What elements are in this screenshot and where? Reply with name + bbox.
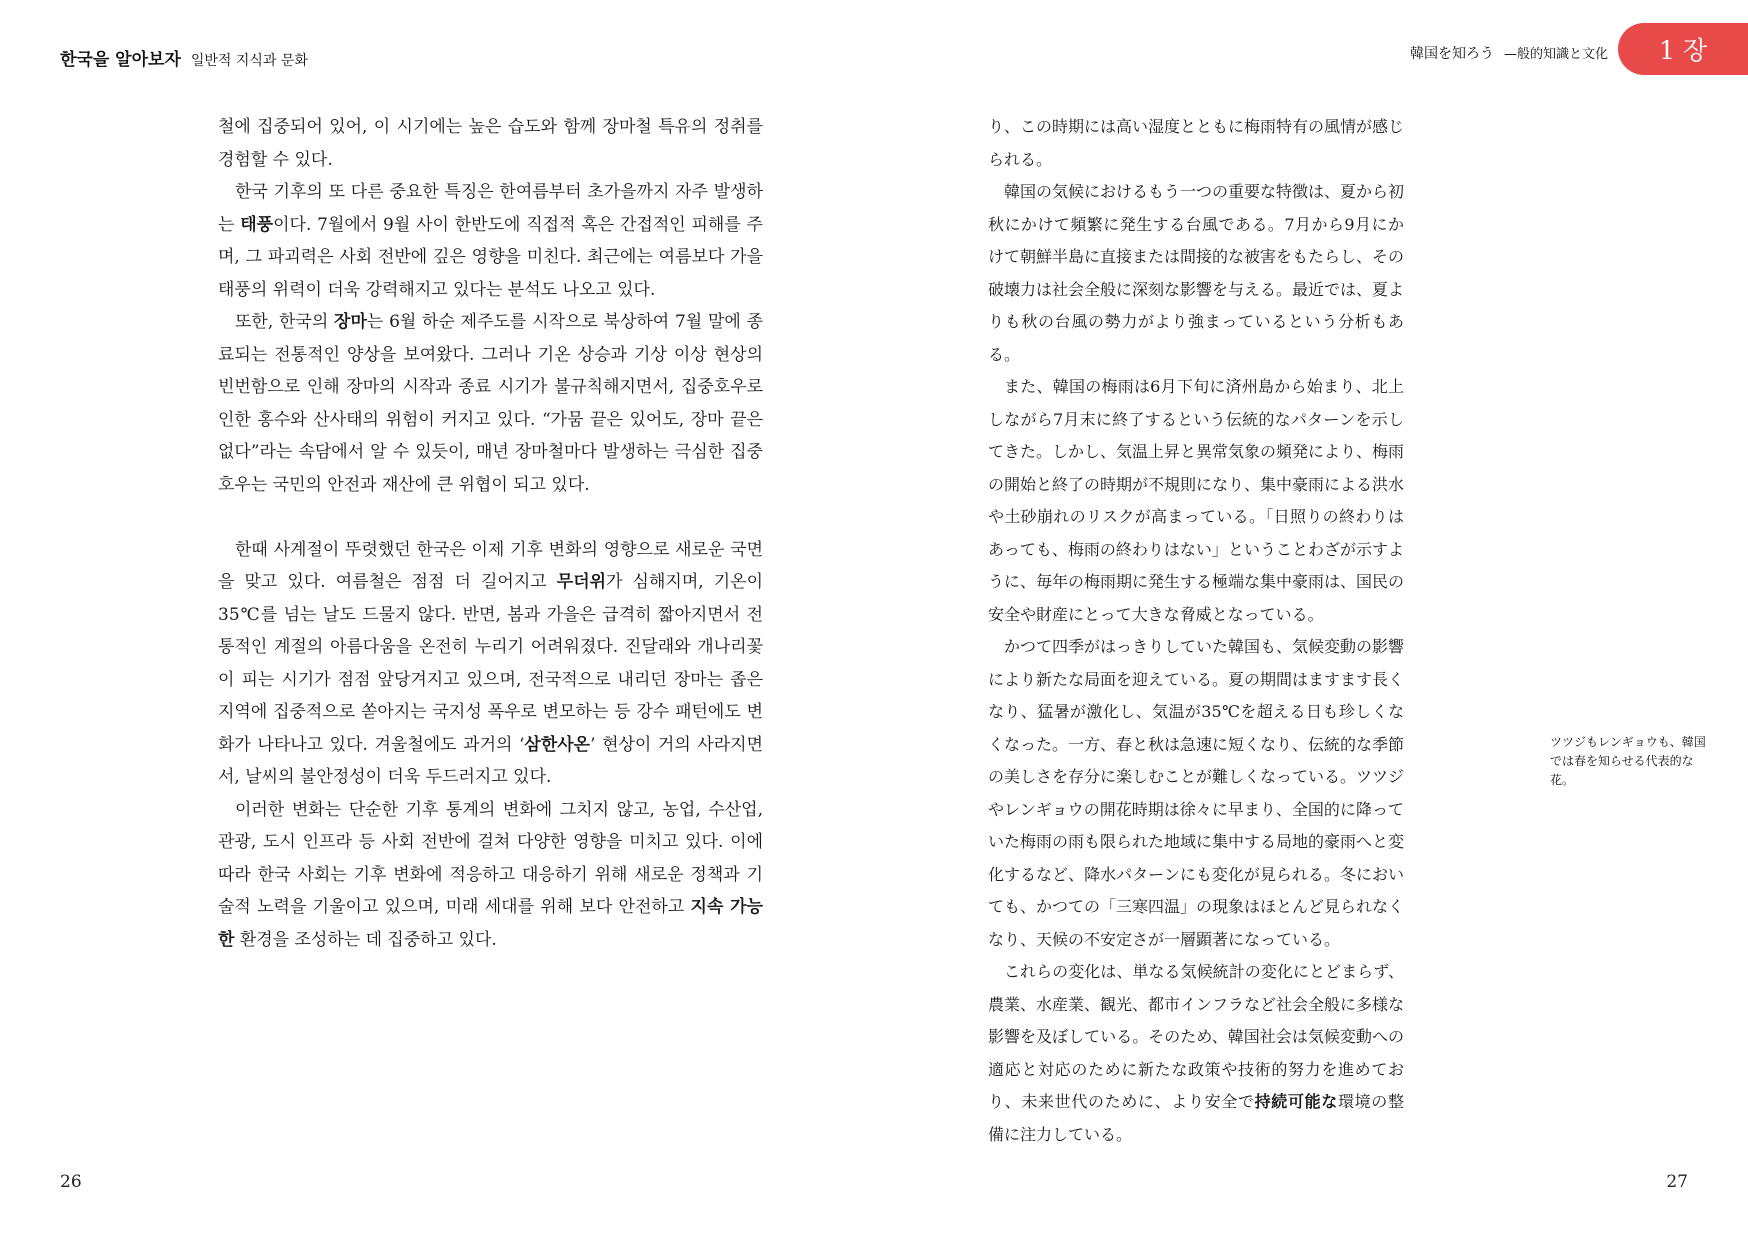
running-title: 한국을 알아보자 [60,50,181,70]
running-title-left [60,45,308,70]
chapter-tab: 1 장 [1618,23,1748,75]
page-number: 26 [60,1172,82,1192]
running-title-right [1410,43,1608,63]
running-subtitle: 일반적 지식과 문화 [190,53,308,69]
paragraph: また、韓国の梅雨は6月下旬に済州島から始まり、北上しながら7月末に終了するという伝統的なパターンを示してきた。しかし、気温上昇と異常気象の頻発により、梅雨の開始と終了の時期が不規則になり、集中豪雨による洪水や土砂崩れのリスクが高まっている。「日照りの終わりはあっても、梅雨の終わりはない」ということわざが示すように、毎年の梅雨期に発生する極端な集中豪雨は、国民の安全や財産にとって大きな脅威となっている。 [988,377,1405,624]
running-title: 韓国を知ろう [1409,46,1494,62]
paragraph: 한국 기후의 또 다른 중요한 특징은 한여름부터 초가을까지 자주 발생하는 태풍이다. 7월에서 9월 사이 한반도에 직접적 혹은 간접적인 피해를 주며, 그 파괴력은 사회 전반에 깊은 영향을 미친다. 최근에는 여름보다 가을 태풍의 위력이 더욱 강력해지고 있다는 분석도 나오고 있다. [218,182,763,300]
running-subtitle: —般的知識と文化 [1503,47,1608,62]
right-body-text [988,111,1404,1151]
paragraph: 이러한 변화는 단순한 기후 통계의 변화에 그치지 않고, 농업, 수산업, 관광, 도시 인프라 등 사회 전반에 걸쳐 다양한 영향을 미치고 있다. 이에 따라 한국 사회는 기후 변화에 적응하고 대응하기 위해 새로운 정책과 기술적 노력을 기울이고 있으며, 미래 세대를 위해 보다 안전하고 지속 가능한 환경을 조성하는 데 집중하고 있다. [218,799,764,950]
paragraph: 철에 집중되어 있어, 이 시기에는 높은 습도와 함께 장마철 특유의 정취를 경험할 수 있다. [218,117,763,170]
left-body-text [218,111,763,956]
right-page [874,0,1748,1240]
keyword: 삼한사온 [524,734,591,755]
keyword: 태풍 [240,214,274,235]
keyword: 무더위 [556,572,607,592]
paragraph: 한때 사계절이 뚜렷했던 한국은 이제 기후 변화의 영향으로 새로운 국면을 맞고 있다. 여름철은 점점 더 길어지고 무더위가 심해지며, 기온이 35℃를 넘는 날도 드물지 않다. 반면, 봄과 가을은 급격히 짧아지면서 전통적인 계절의 아름다움을 온전히 누리기 어려워졌다. 진달래와 개나리꽃이 피는 시기가 점점 앞당겨지고 있으며, 전국적으로 내리던 장마는 좁은 지역에 집중적으로 쏟아지는 국지성 폭우로 변모하는 등 강수 패턴에도 변화가 나타나고 있다. 겨울철에도 과거의 ‘삼한사온’ 현상이 거의 사라지면서, 날씨의 불안정성이 더욱 두드러지고 있다. [218,539,763,787]
paragraph: 韓国の気候におけるもう一つの重要な特徴は、夏から初秋にかけて頻繁に発生する台風である。7月から9月にかけて朝鮮半島に直接または間接的な被害をもたらし、その破壊力は社会全般に深刻な影響を与える。最近では、夏よりも秋の台風の勢力がより強まっているという分析もある。 [988,182,1405,364]
paragraph: り、この時期には高い湿度とともに梅雨特有の風情が感じられる。 [988,117,1405,169]
side-note: ツツジもレンギョウも、韓国では春を知らせる代表的な花。 [1550,735,1706,787]
paragraph: かつて四季がはっきりしていた韓国も、気候変動の影響により新たな局面を迎えている。夏の期間はますます長くなり、猛暑が激化し、気温が35℃を超える日も珍しくなくなった。一方、春と秋は急速に短くなり、伝統的な季節の美しさを存分に楽しむことが難しくなっている。ツツジやレンギョウの開花時期は徐々に早まり、全国的に降っていた梅雨の雨も限られた地域に集中する局地的豪雨へと変化するなど、降水パターンにも変化が見られる。冬においても、かつての「三寒四温」の現象はほとんど見られなくなり、天候の不安定さが一層顕著になっている。 [988,637,1405,949]
page-number: 27 [1666,1172,1688,1192]
paragraph: これらの変化は、単なる気候統計の変化にとどまらず、農業、水産業、観光、都市インフラなど社会全般に多様な影響を及ぼしている。そのため、韓国社会は気候変動への適応と対応のために新たな政策や技術的努力を進めており、未来世代のために、より安全で持続可能な環境の整備に注力している。 [988,962,1405,1144]
paragraph: 또한, 한국의 장마는 6월 하순 제주도를 시작으로 북상하여 7월 말에 종료되는 전통적인 양상을 보여왔다. 그러나 기온 상승과 기상 이상 현상의 빈번함으로 인해 장마의 시작과 종료 시기가 불규칙해지면서, 집중호우로 인한 홍수와 산사태의 위험이 커지고 있다. “가뭄 끝은 있어도, 장마 끝은 없다”라는 속담에서 알 수 있듯이, 매년 장마철마다 발생하는 극심한 집중호우는 국민의 안전과 재산에 큰 위협이 되고 있다. [218,312,763,495]
keyword: 持続可能な [1254,1092,1338,1111]
keyword: 지속 가능한 [218,897,764,950]
keyword: 장마 [334,312,367,332]
